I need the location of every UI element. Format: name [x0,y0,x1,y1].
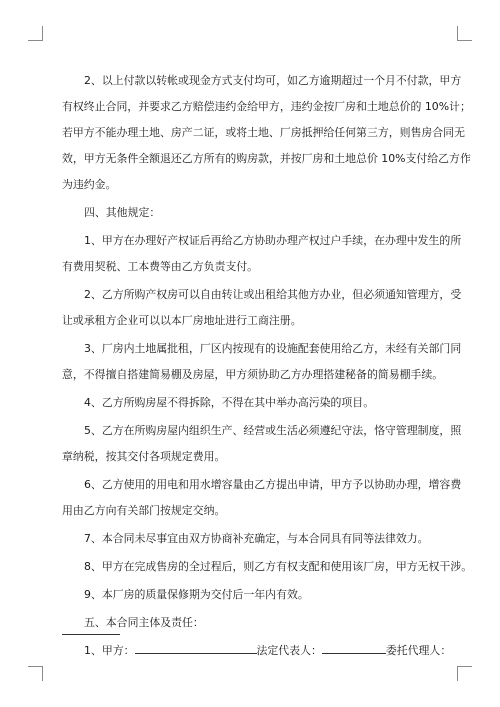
document-body [62,68,473,664]
rule-item-6 [62,472,462,524]
text-line: 4、乙方所购房屋不得拆除，不得在其中举办高污染的项目。 [84,396,375,409]
crop-mark-bottom-right [457,666,472,681]
text-line: 若甲方不能办理土地、房产二证，或将土地、厂房抵押给任何第三方，则售房合同无 [62,126,465,139]
signature-row [62,638,452,664]
text-line: 章纳税，按其交付各项规定费用。 [62,450,226,463]
text-line: 1、甲方在办理好产权证后再给乙方协助办理产权过户手续，在办理中发生的所 [84,234,462,247]
text-line: 7、本合同未尽事宜由双方协商补充确定，与本合同具有同等法律效力。 [84,532,429,545]
text-line: 有费用契税、工本费等由乙方负责支付。 [62,260,259,273]
heading-text: 四、其他规定： [84,206,161,219]
text-line: 效，甲方无条件全额退还乙方所有的购房款，并按厂房和土地总价 10%支付给乙方作 [62,152,471,165]
rule-item-9 [62,582,442,608]
crop-mark-bottom-left [28,666,43,681]
text-line: 2、乙方所购产权房可以自由转让或出租给其他方办业，但必须通知管理方，受 [84,288,462,301]
crop-mark-top-left [28,26,43,41]
text-line: 9、本厂房的质量保修期为交付后一年内有效。 [84,588,309,601]
text-line: 3、厂房内土地属批租，厂区内按现有的设施配套使用给乙方，未经有关部门同 [84,342,462,355]
agent-label: 委托代理人： [385,644,452,657]
text-line: 2、以上付款以转帐或现金方式支付均可，如乙方逾期超过一个月不付款，甲方 [84,74,462,87]
text-line: 用由乙方向有关部门按规定交纳。 [62,504,226,517]
text-line: 5、乙方在所购房屋内组织生产、经营或生活必须遵纪守法，恪守管理制度，照 [84,424,462,437]
text-line: 意，不得擅自搭建简易棚及房屋，甲方须协助乙方办理搭建秘备的简易棚手续。 [62,368,444,381]
rule-item-8 [62,554,473,580]
party-a-label: 1、甲方： [84,644,135,657]
section-heading-5 [62,610,442,636]
party-a-blank[interactable] [135,641,257,654]
text-line: 让或承租方企业可以以本厂房地址进行工商注册。 [62,314,302,327]
section-heading-4 [62,200,442,226]
rule-item-3 [62,336,462,388]
rule-item-5 [62,418,462,470]
rule-item-7 [62,526,442,552]
rule-item-1 [62,228,462,280]
text-line: 有权终止合同，并要求乙方赔偿违约金给甲方，违约金按厂房和土地总价的 10%计； [62,100,471,113]
heading-text: 五、本合同主体及责任： [84,616,204,629]
text-line: 6、乙方使用的用电和用水增容量由乙方提出申请，甲方予以协助办理，增容费 [84,478,462,491]
legal-rep-blank[interactable] [322,641,386,654]
legal-rep-label: 法定代表人： [256,644,322,657]
clause-2-payment [62,68,471,198]
rule-item-2 [62,282,462,334]
rule-item-4 [62,390,442,416]
crop-mark-top-right [457,26,472,41]
footnote-divider [62,634,120,635]
text-line: 为违约金。 [62,178,117,191]
text-line: 8、甲方在完成售房的全过程后，则乙方有权支配和使用该厂房，甲方无权干涉。 [84,560,473,573]
